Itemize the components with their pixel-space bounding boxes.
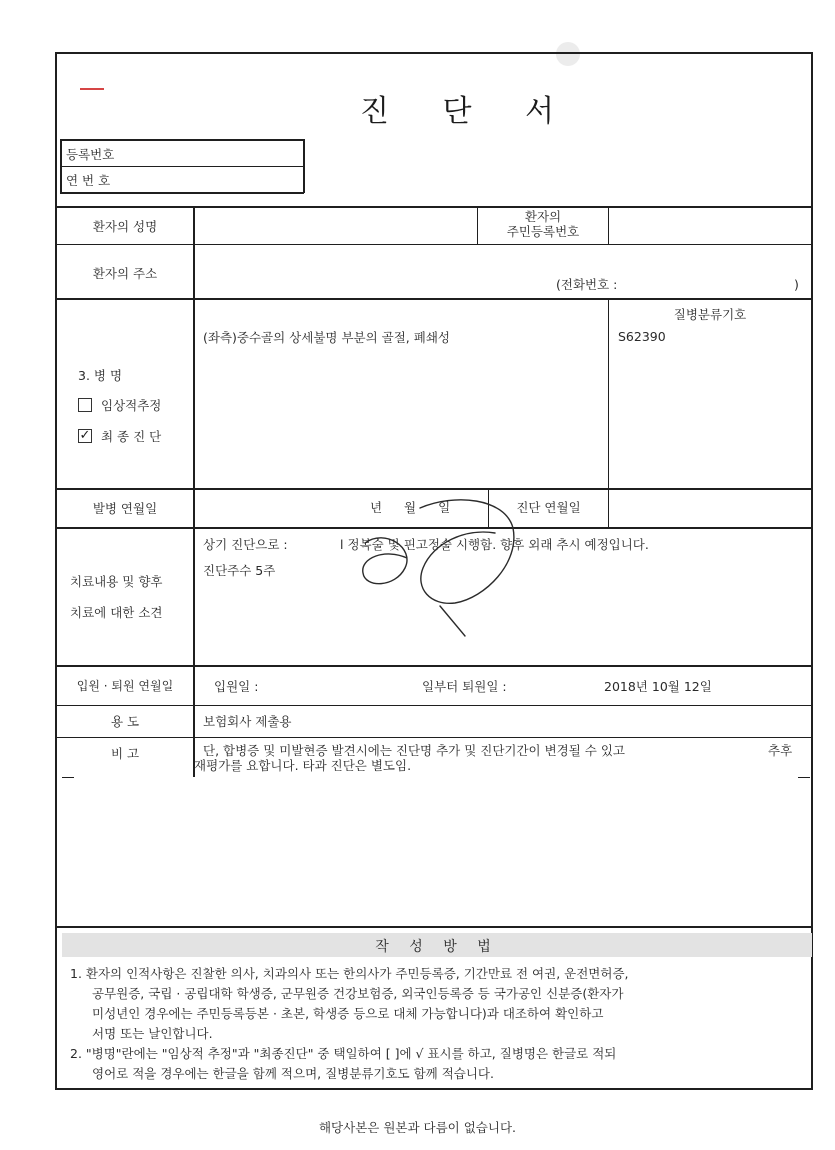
row-line-name-top xyxy=(57,206,811,208)
discharge-label: 일부터 퇴원일 : xyxy=(422,679,507,694)
address-label: 환자의 주소 xyxy=(92,266,158,281)
instruction-line: 공무원증, 국립 · 공립대학 학생증, 군무원증 건강보험증, 외국인등록증 등 국가공인 신분증(환자가 xyxy=(92,986,624,1001)
treatment-label-1: 치료내용 및 향후 xyxy=(70,574,163,589)
footer-note: 해당사본은 원본과 다름이 없습니다. xyxy=(318,1120,517,1135)
remarks-line-2: 재평가를 요합니다. 타과 진단은 별도임. xyxy=(194,758,412,773)
diagdate-right xyxy=(608,488,609,527)
row-line-admission-top xyxy=(57,665,811,667)
clinical-estimate-label: 임상적추정 xyxy=(101,398,162,413)
admission-label: 입원 · 퇴원 연월일 xyxy=(76,679,174,693)
regbox-right xyxy=(303,139,305,193)
serial-label: 연 번 호 xyxy=(66,173,111,188)
resident-no-right xyxy=(608,206,609,244)
purpose-label: 용 도 xyxy=(110,714,140,729)
remarks-line-1: 단, 합병증 및 미발현증 발견시에는 진단명 추가 및 진단기간이 변경될 수 있고 xyxy=(203,743,626,758)
treatment-line-1: 상기 진단으로 : xyxy=(203,537,288,552)
disease-code: S62390 xyxy=(618,329,666,344)
final-diagnosis-label: 최 종 진 단 xyxy=(101,429,162,444)
remarks-line-1b: 추후 xyxy=(768,743,793,758)
disease-code-label: 질병분류기호 xyxy=(673,307,747,322)
diagnosis-date-label: 진단 연월일 xyxy=(516,500,581,515)
phone-close: ) xyxy=(794,277,799,292)
punch-hole xyxy=(556,42,580,66)
treatment-line-1b: l 정복술 및 핀고정술 시행함. 향후 외래 추시 예정입니다. xyxy=(340,537,649,552)
admission-date-label: 입원일 : xyxy=(214,679,259,694)
code-column-divider xyxy=(608,298,609,488)
row-line-purpose-top xyxy=(57,705,811,706)
row-line-diagnosis-top xyxy=(57,298,811,300)
row-line-address-top xyxy=(57,244,811,245)
treatment-label-2: 치료에 대한 소견 xyxy=(70,605,163,620)
resident-no-label-2: 주민등록번호 xyxy=(506,224,580,239)
phone-open: (전화번호 : xyxy=(556,277,618,292)
instruction-line: 서명 또는 날인합니다. xyxy=(92,1026,213,1041)
document-title: 진 단 서 xyxy=(360,94,577,129)
discharge-date: 2018년 10월 12일 xyxy=(604,679,712,694)
instruction-line: 미성년인 경우에는 주민등록등본 · 초본, 학생증 등으로 대체 가능합니다)과 대조하여 확인하고 xyxy=(92,1006,604,1021)
instruction-line: 1. 환자의 인적사항은 진찰한 의사, 치과의사 또는 한의사가 주민등록증, 기간만료 전 여권, 운전면허증, xyxy=(70,966,629,981)
regbox-bottom xyxy=(60,192,304,194)
onset-year-month-day: 년 월 일 xyxy=(370,500,451,515)
frame-top xyxy=(55,52,813,54)
instructions-title: 작 성 방 법 xyxy=(375,939,499,955)
resident-no-label-1: 환자의 xyxy=(524,209,562,224)
row-line-remarks-top xyxy=(57,737,811,738)
handwritten-signature xyxy=(345,488,525,638)
red-mark xyxy=(80,88,104,90)
regbox-left xyxy=(60,139,62,193)
remarks-bottom-right xyxy=(798,777,810,778)
label-column-divider xyxy=(193,206,195,777)
diagnosis-label: 3. 병 명 xyxy=(78,368,123,383)
row-line-instructions-top xyxy=(57,926,811,928)
instruction-line: 2. "병명"란에는 "임상적 추정"과 "최종진단" 중 택일하여 [ ]에 √ 표시를 하고, 질병명은 한글로 적되 xyxy=(70,1046,617,1061)
treatment-line-2: 진단주수 5주 xyxy=(203,563,276,578)
reg-underline xyxy=(240,166,300,167)
final-diagnosis-checkbox[interactable]: ✓ xyxy=(79,428,91,443)
registration-label: 등록번호 xyxy=(66,147,115,162)
onset-date-label: 발병 연월일 xyxy=(92,501,158,516)
clinical-estimate-checkbox[interactable] xyxy=(78,398,92,412)
purpose-text: 보험회사 제출용 xyxy=(203,714,292,729)
frame-bottom xyxy=(55,1088,813,1090)
disease-text: (좌측)중수골의 상세불명 부분의 골절, 폐쇄성 xyxy=(203,330,450,345)
frame-left xyxy=(55,52,57,1090)
remarks-label: 비 고 xyxy=(110,746,140,761)
regbox-top xyxy=(60,139,304,141)
instruction-line: 영어로 적을 경우에는 한글을 함께 적으며, 질병분류기호도 함께 적습니다. xyxy=(92,1066,494,1081)
patient-name-label: 환자의 성명 xyxy=(92,219,158,234)
remarks-bottom-left xyxy=(62,777,74,778)
